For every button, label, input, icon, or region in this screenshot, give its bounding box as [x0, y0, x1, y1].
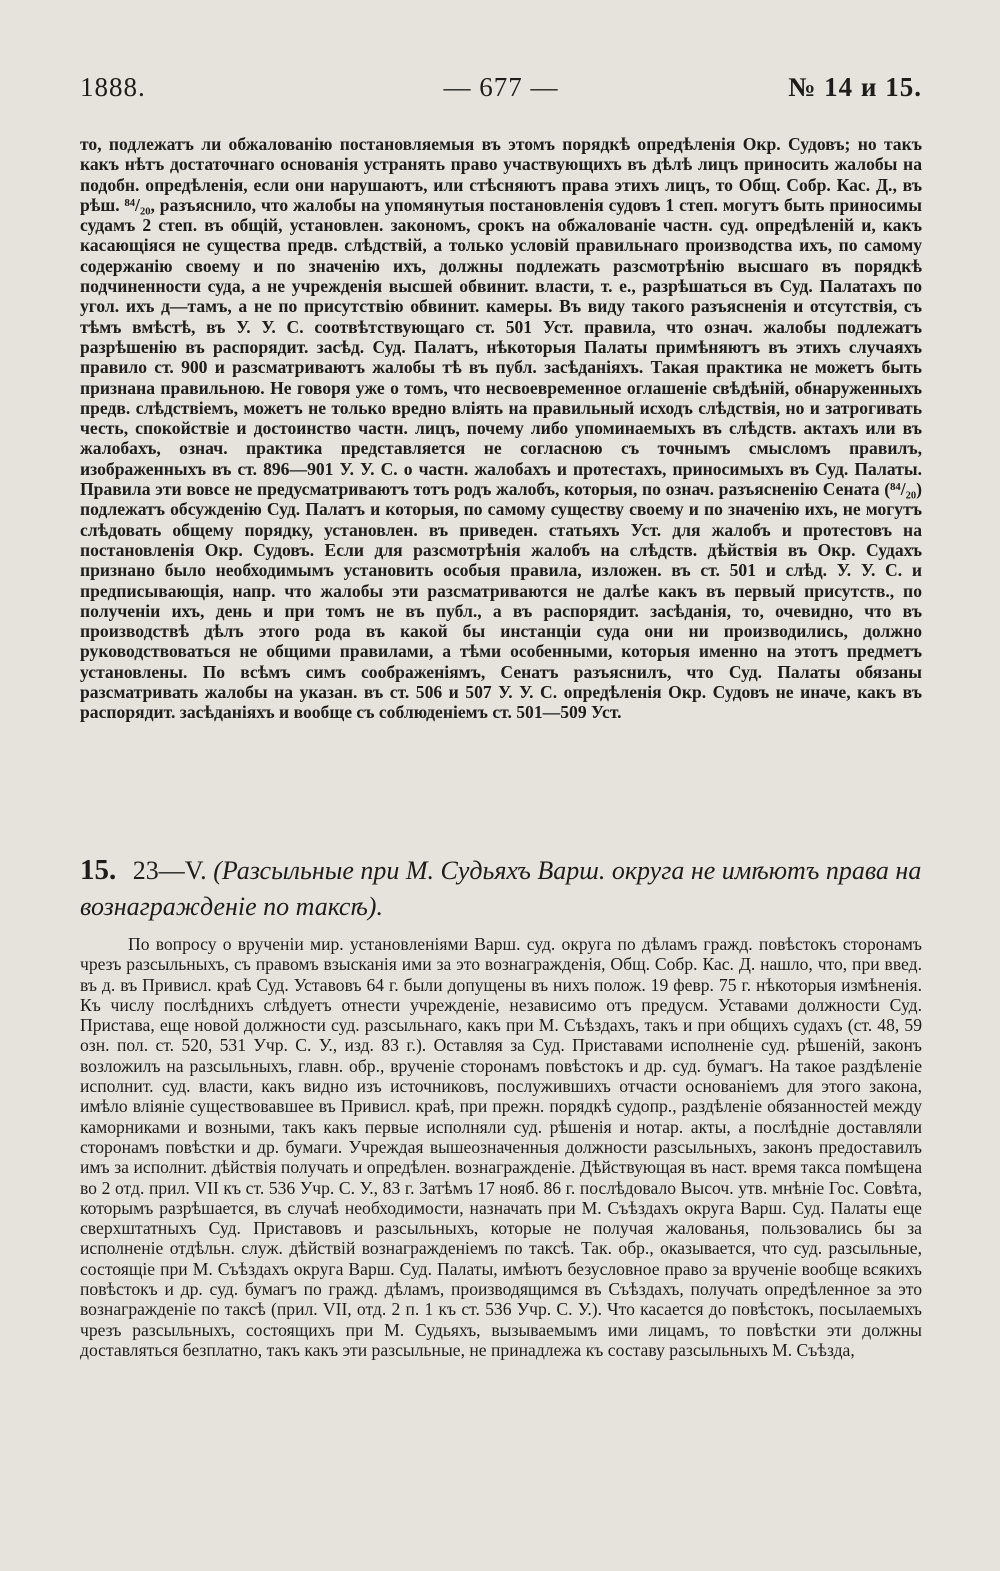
section-date: 23—V. — [132, 856, 207, 885]
header-issue-number: № 14 и 15. — [788, 72, 922, 102]
section-body — [80, 934, 922, 1360]
paragraph-text: то, подлежатъ ли обжалованію постановляемыя въ этомъ порядкѣ опредѣленія Окр. Судовъ; но такъ какъ нѣтъ достаточнаго основанія устранять право участвующихъ въ дѣлѣ лицъ приносить жалобы на подобн. опредѣленія, если они нарушаютъ, или стѣсняютъ права этихъ лицъ, то Общ. Собр. Кас. Д., въ рѣш. ⁸⁴/₂₀, разъяснило, что жалобы на упомянутыя постановленія судовъ 1 степ. могутъ быть приносимы судамъ 2 степ. въ общій, установлен. закономъ, срокъ на обжалованіе частн. суд. опредѣленій и, какъ касающіяся не существа предв. слѣдствій, а только условій правильнаго производства ихъ, по самому содержанію своему и по значенію ихъ, должны подлежать разсмотрѣнію высшаго въ порядкѣ подчиненности суда, а не учрежденія высшей обвинит. власти, т. е., разрѣшаться въ Суд. Палатахъ по угол. ихъ д—тамъ, а не по присутствію обвинит. камеры. Въ виду такого разъясненія и отсутствія, съ тѣмъ вмѣстѣ, въ У. У. С. соотвѣтствующаго ст. 501 Уст. правила, что означ. жалобы подлежатъ разрѣшенію въ распорядит. засѣд. Суд. Палатъ, нѣкоторыя Палаты примѣняютъ въ этихъ случаяхъ правило ст. 900 и разсматриваютъ жалобы тѣ въ публ. засѣданіяхъ. Такая практика не можетъ быть признана правильною. Не говоря уже о томъ, что несвоевременное оглашеніе свѣдѣній, обнаруженныхъ предв. слѣдствіемъ, можетъ не только вредно влiять на правильный исходъ слѣдствія, но и затрогивать честь, спокойствіе и достоинство частн. лицъ, почему либо упоминаемыхъ въ слѣдств. актахъ или въ жалобахъ, означ. практика представляется не согласною съ точнымъ смысломъ правилъ, изображенныхъ въ ст. 896—901 У. У. С. о частн. жалобахъ и протестахъ, приносимыхъ въ Суд. Палаты. Правила эти вовсе не предусматриваютъ тотъ родъ жалобъ, которыя, по означ. разъясненію Сената (⁸⁴/₂₀) подлежатъ обсужденію Суд. Палатъ и которыя, по самому существу своему и по значенію ихъ, не могутъ слѣдовать общему порядку, установлен. въ приведен. статьяхъ Уст. для жалобъ и протестовъ на постановленія Окр. Судовъ. Если для разсмотрѣнія жалобъ на слѣдств. дѣйствія въ Окр. Судахъ признано было необходимымъ установить особыя правила, изложен. въ ст. 501 и слѣд. У. У. С. и предписывающія, напр. что жалобы эти разсматриваются не далѣе какъ въ первый присутств., по полученіи ихъ, день и при томъ не въ публ., а въ распорядит. засѣданія, то, очевидно, что въ производствѣ дѣлъ этого рода въ какой бы инстанціи суда они ни производились, должно руководствоваться не общими правилами, а тѣми особенными, которыя именно на этотъ предметъ установлены. По всѣмъ симъ соображеніямъ, Сенатъ разъяснилъ, что Суд. Палаты обязаны разсматривать жалобы на указан. въ ст. 506 и 507 У. У. С. опредѣленія Окр. Судовъ не иначе, какъ въ распорядит. засѣданіяхъ и вообще съ соблюденіемъ ст. 501—509 Уст. — [80, 134, 922, 723]
section-number: 15. — [80, 854, 117, 886]
header-year: 1888. — [80, 72, 146, 102]
page-header — [80, 72, 922, 112]
section-title: (Разсыльные при М. Судьяхъ Варш. округа не имѣютъ права на вознагражденіе по таксѣ). — [80, 856, 922, 921]
section-heading — [80, 852, 922, 925]
continued-paragraph — [80, 134, 922, 723]
paragraph-text: По вопросу о врученіи мир. установленіями Варш. суд. округа по дѣламъ гражд. повѣстокъ сторонамъ чрезъ разсыльныхъ, съ правомъ взысканія ими за это вознагражденія, Общ. Собр. Кас. Д. нашло, что, при введ. въ д. въ Привисл. краѣ Суд. Уставовъ 64 г. были допущены въ нихъ полож. 19 февр. 75 г. нѣкоторыя измѣненія. Къ числу послѣднихъ слѣдуетъ отнести учрежденіе, независимо отъ предусм. Уставами должности Суд. Пристава, еще новой должности суд. разсыльнаго, какъ при М. Съѣздахъ, такъ и при общихъ судахъ (ст. 48, 59 озн. пол. ст. 520, 531 Учр. С. У., изд. 83 г.). Оставляя за Суд. Приставами исполненіе суд. рѣшеній, законъ возложилъ на разсыльныхъ, главн. обр., врученіе сторонамъ повѣстокъ и др. суд. бумагъ. На такое раздѣленіе исполнит. суд. власти, какъ видно изъ источниковъ, послужившихъ отчасти основаніемъ для этого закона, имѣло вліяніе существовавшее въ Привисл. краѣ, при прежн. порядкѣ судопр., раздѣленіе обязанностей между каморниками и возными, такъ какъ первые исполняли суд. рѣшенія и нотар. акты, а послѣдніе доставляли сторонамъ повѣстки и др. бумаги. Учреждая вышеозначенныя должности разсыльныхъ, законъ предоставилъ имъ за исполнит. дѣйствія получать и опредѣлен. вознагражденіе. Дѣйствующая въ наст. время такса помѣщена во 2 отд. прил. VII къ ст. 536 Учр. С. У., 83 г. Затѣмъ 17 нояб. 86 г. послѣдовало Высоч. утв. мнѣніе Гос. Совѣта, которымъ разрѣшается, въ случаѣ необходимости, назначать при М. Съѣздахъ округа Варш. Суд. Палаты еще сверхштатныхъ Суд. Приставовъ и разсыльныхъ, которые не получая жалованья, пользовались бы за исполненіе отдѣльн. служ. дѣйствій вознагражденіемъ по таксѣ. Так. обр., оказывается, что суд. разсыльные, состоящіе при М. Съѣздахъ округа Варш. Суд. Палаты, имѣютъ безусловное право за врученіе вообще всякихъ повѣстокъ и др. суд. бумагъ по гражд. дѣламъ, производящимся въ Съѣздахъ, получать опредѣленное за это вознагражденіе по таксѣ (прил. VII, отд. 2 п. 1 къ ст. 536 Учр. С. У.). Что касается до повѣстокъ, посылаемыхъ чрезъ разсыльныхъ, состоящихъ при М. Судьяхъ, вызываемымъ ими лицамъ, то повѣстки эти должны доставляться безплатно, такъ какъ эти разсыльные, не принадлежа къ составу разсыльныхъ М. Съѣзда, — [80, 934, 922, 1360]
header-page-number: — 677 — — [443, 72, 559, 102]
